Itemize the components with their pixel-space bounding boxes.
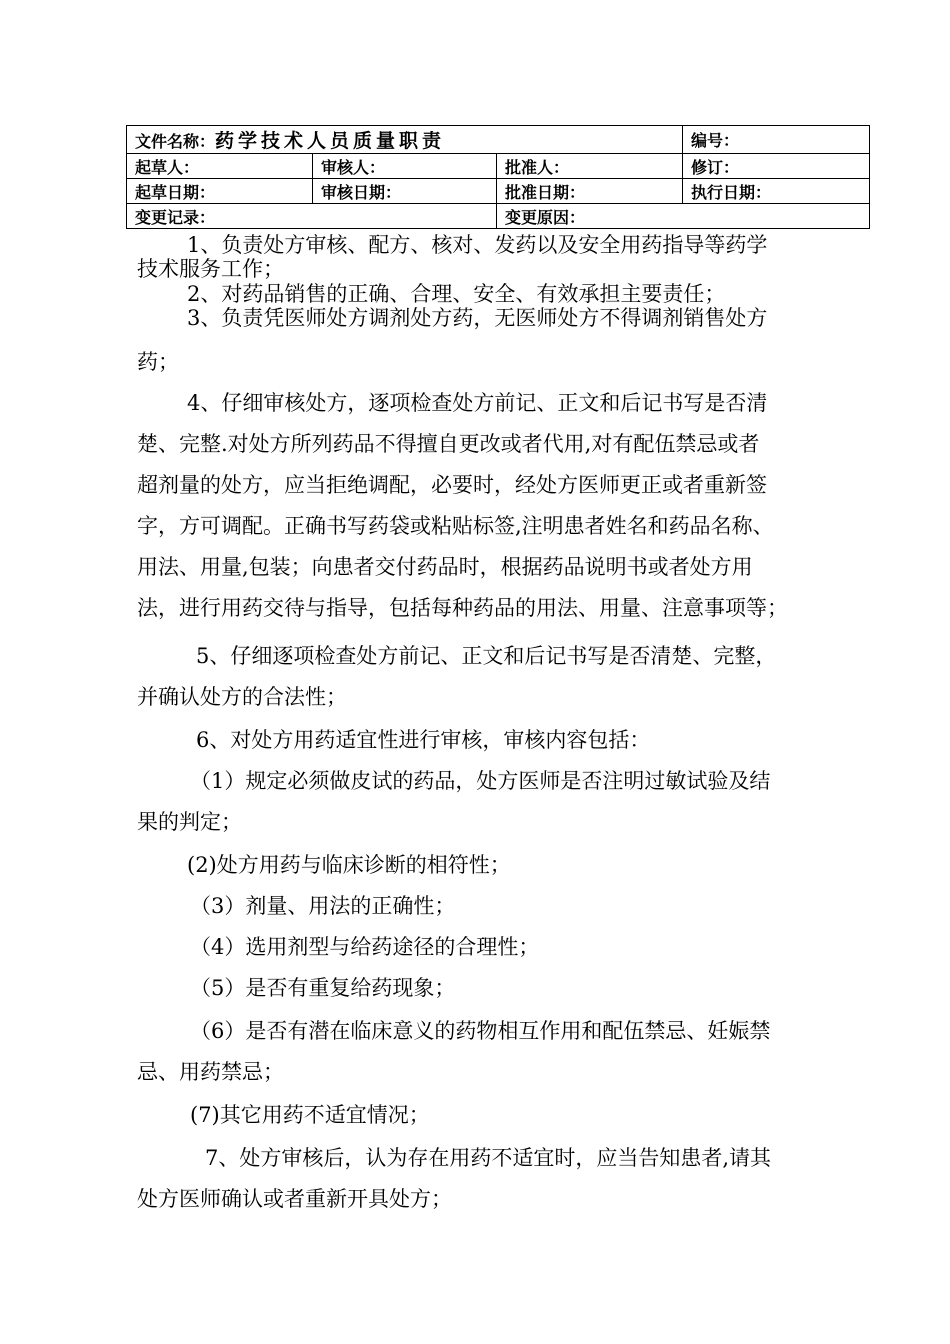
doc-name-label: 文件名称： [135,132,216,151]
number-cell: 编号： [683,126,870,154]
text-line: （1）规定必须做皮试的药品，处方医师是否注明过敏试验及结 [190,769,771,793]
text-line: (2)处方用药与临床诊断的相符性； [187,853,511,877]
text-line: （4）选用剂型与给药途径的合理性； [190,935,540,959]
text-line: 5、仔细逐项检查处方前记、正文和后记书写是否清楚、完整， [196,644,777,668]
text-line: (7)其它用药不适宜情况； [190,1103,430,1127]
change-reason-cell: 变更原因： [497,204,870,229]
approver-cell: 批准人： [497,154,683,179]
text-line: （6）是否有潜在临床意义的药物相互作用和配伍禁忌、妊娠禁 [190,1019,771,1043]
text-line: 处方医师确认或者重新开具处方； [137,1187,452,1211]
doc-name: 药学技术人员质量职责 [215,130,446,152]
text-line: 超剂量的处方，应当拒绝调配，必要时，经处方医师更正或者重新签 [137,473,767,497]
header-row-people [127,154,870,179]
text-line: 忌、用药禁忌； [137,1060,284,1084]
document-header-table [126,125,870,229]
text-line: 楚、完整.对处方所列药品不得擅自更改或者代用,对有配伍禁忌或者 [137,432,760,456]
text-line: （3）剂量、用法的正确性； [190,894,456,918]
text-line: （5）是否有重复给药现象； [190,976,456,1000]
change-record-cell: 变更记录： [127,204,497,229]
header-row-change [127,204,870,229]
doc-name-cell [127,126,683,154]
text-line: 4、仔细审核处方，逐项检查处方前记、正文和后记书写是否清 [187,391,768,415]
text-line: 1、负责处方审核、配方、核对、发药以及安全用药指导等药学 [187,233,768,257]
text-line: 技术服务工作； [137,257,284,281]
text-line: 法，进行用药交待与指导，包括每种药品的用法、用量、注意事项等； [137,596,788,620]
text-line: 7、处方审核后，认为存在用药不适宜时，应当告知患者,请其 [205,1146,772,1170]
text-line: 3、负责凭医师处方调剂处方药，无医师处方不得调剂销售处方 [187,306,768,330]
header-row-title [127,126,870,154]
exec-date-cell: 执行日期： [683,179,870,204]
text-line: 字，方可调配。正确书写药袋或粘贴标签,注明患者姓名和药品名称、 [137,514,774,538]
text-line: 并确认处方的合法性； [137,685,347,709]
text-line: 2、对药品销售的正确、合理、安全、有效承担主要责任； [187,282,726,306]
text-line: 药； [137,350,179,374]
header-row-dates [127,179,870,204]
revision-cell: 修订： [683,154,870,179]
text-line: 果的判定； [137,810,242,834]
text-line: 6、对处方用药适宜性进行审核，审核内容包括： [196,728,651,752]
text-line: 用法、用量,包装；向患者交付药品时，根据药品说明书或者处方用 [137,555,753,579]
reviewer-cell: 审核人： [313,154,497,179]
review-date-cell: 审核日期： [313,179,497,204]
approve-date-cell: 批准日期： [497,179,683,204]
draft-date-cell: 起草日期： [127,179,313,204]
drafter-cell: 起草人： [127,154,313,179]
